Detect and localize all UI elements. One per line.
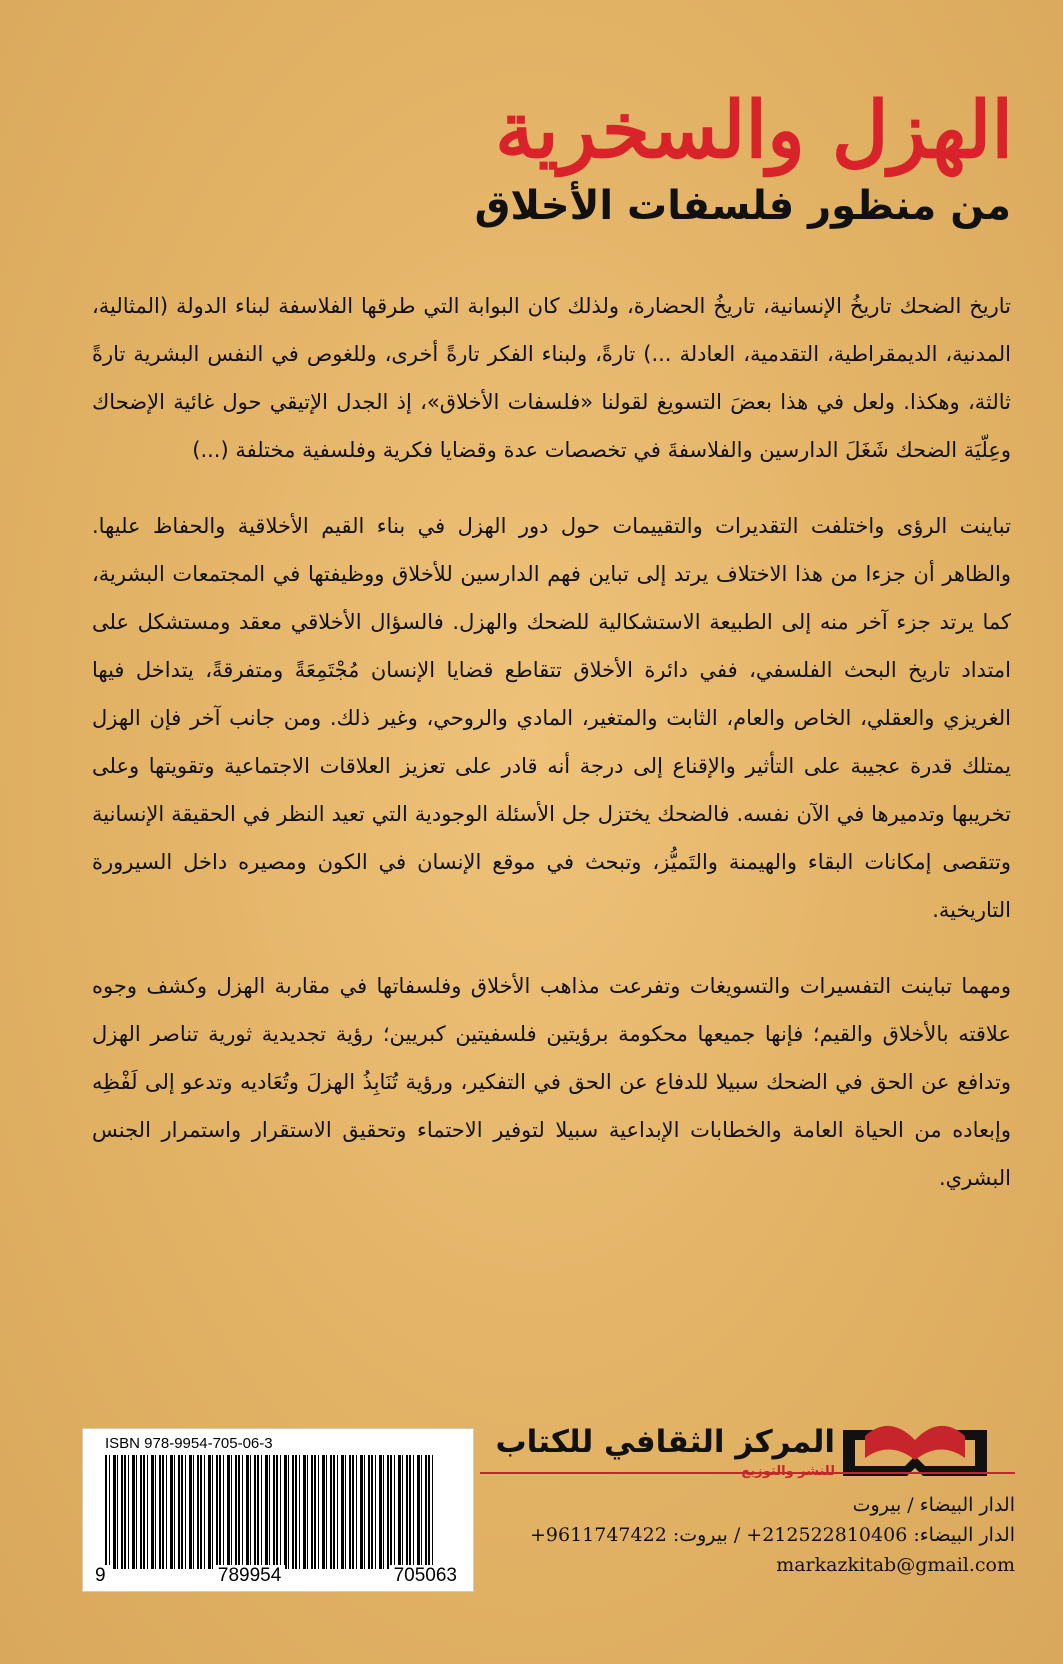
publisher-logo bbox=[495, 1420, 1015, 1470]
barcode-digits-group1: 789954 bbox=[214, 1565, 285, 1587]
book-title: الهزل والسخرية bbox=[495, 85, 1013, 176]
barcode-icon bbox=[105, 1455, 435, 1569]
isbn-label: ISBN 978-9954-705-06-3 bbox=[105, 1435, 273, 1452]
book-subtitle: من منظور فلسفات الأخلاق bbox=[474, 183, 1011, 229]
barcode-digit-lead: 9 bbox=[91, 1565, 110, 1587]
publisher-divider bbox=[480, 1472, 1015, 1474]
barcode-digits-group2: 705063 bbox=[390, 1565, 461, 1587]
blurb bbox=[92, 282, 1011, 1230]
publisher-contact bbox=[495, 1490, 1015, 1580]
barcode-digits bbox=[91, 1565, 461, 1587]
publisher-email[interactable]: markazkitab@gmail.com bbox=[776, 1554, 1015, 1576]
publisher-name: المركز الثقافي للكتاب bbox=[495, 1424, 835, 1460]
publisher-cities: الدار البيضاء / بيروت bbox=[852, 1494, 1015, 1516]
blurb-paragraph-1: تاريخ الضحك تاريخُ الإنسانية، تاريخُ الحضارة، ولذلك كان البوابة التي طرقها الفلاسفة لبناء الدولة (المثالية، المدنية، الديمقراطية، التقدمية، العادلة ...) تارةً، ولبناء الفكر تارةً أخرى، وللغوص في النفس البشرية تارةً ثالثة، وهكذا. ولعل في هذا بعضَ التسويغ لقولنا «فلسفات الأخلاق»، إذ الجدل الإتيقي حول غائية الإضحاك وعِلّيَة الضحك شَغَلَ الدارسين والفلاسفةَ في تخصصات عدة وقضايا فكرية وفلسفية مختلفة (...) bbox=[92, 294, 1011, 462]
publisher-phones: الدار البيضاء: 212522810406+ / بيروت: 9611747422+ bbox=[529, 1524, 1015, 1546]
blurb-paragraph-2: تباينت الرؤى واختلفت التقديرات والتقييمات حول دور الهزل في بناء القيم الأخلاقية والحفاظ عليها. والظاهر أن جزءا من هذا الاختلاف يرتد إلى تباين فهم الدارسين للأخلاق ووظيفتها في المجتمعات البشرية، كما يرتد جزء آخر منه إلى الطبيعة الاستشكالية للضحك والهزل. فالسؤال الأخلاقي معقد ومستشكل على امتداد تاريخ البحث الفلسفي، ففي دائرة الأخلاق تتقاطع قضايا الإنسان مُجْتَمِعَةً ومتفرقةً، يتداخل فيها الغريزي والعقلي، الخاص والعام، الثابت والمتغير، المادي والروحي، وغير ذلك. ومن جانب آخر فإن الهزل يمتلك قدرة عجيبة على التأثير والإقناع إلى درجة أنه قادر على تعزيز العلاقات الاجتماعية وتقويتها وعلى تخريبها وتدميرها في الآن نفسه. فالضحك يختزل جل الأسئلة الوجودية التي تعيد النظر في الحقيقة الإنسانية وتتقصى إمكانات البقاء والهيمنة والتَميُّز، وتبحث في موقع الإنسان في الكون ومصيره داخل السيرورة التاريخية. bbox=[92, 514, 1011, 922]
blurb-paragraph-3: ومهما تباينت التفسيرات والتسويغات وتفرعت مذاهب الأخلاق وفلسفاتها في مقاربة الهزل وكشف وجوه علاقته بالأخلاق والقيم؛ فإنها جميعها محكومة برؤيتين فلسفيتين كبريين؛ رؤية تجديدية ثورية تناصر الهزل وتدافع عن الحق في الضحك سبيلا للدفاع عن الحق في التفكير، ورؤية تُنَابِذُ الهزلَ وتُعَاديه وتدعو إلى لَفْظِه وإبعاده من الحياة العامة والخطابات الإبداعية سبيلا لتوفير الاحتماء وتحقيق الاستقرار واستمرار الجنس البشري. bbox=[92, 974, 1011, 1190]
isbn-barcode-box bbox=[82, 1428, 474, 1592]
